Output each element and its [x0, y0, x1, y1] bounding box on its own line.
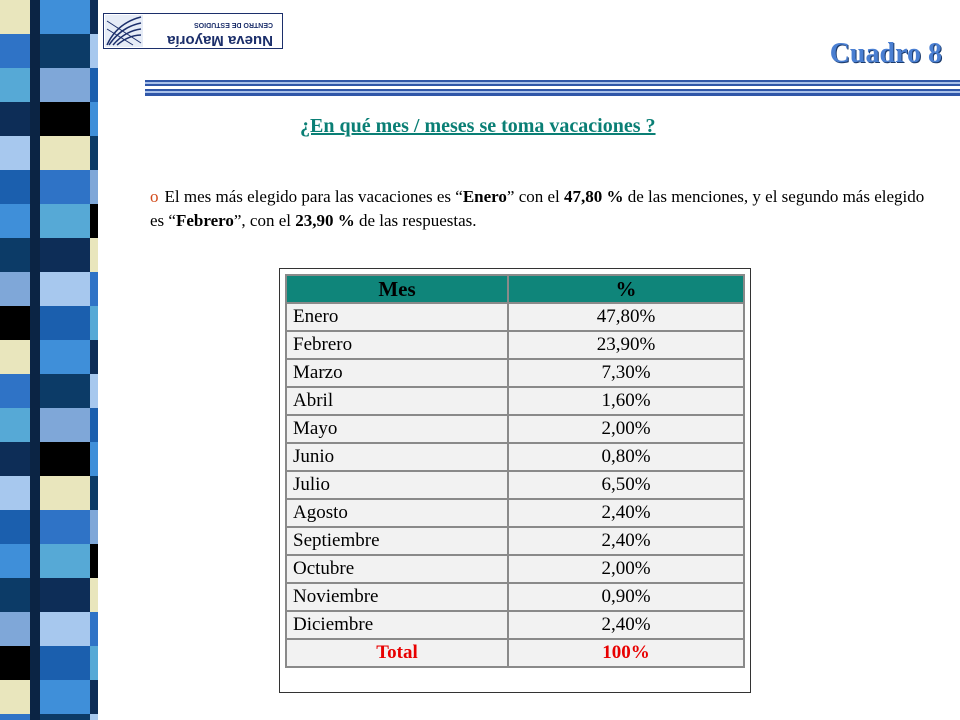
cell-mes: Marzo: [286, 359, 508, 387]
question-heading: ¿En qué mes / meses se toma vacaciones ?: [300, 115, 656, 137]
para-text-3: de las menciones, y el segundo más elegido es “: [150, 187, 925, 230]
table-row: [286, 303, 744, 331]
cell-total-label: Total: [286, 639, 508, 667]
cell-mes: Febrero: [286, 331, 508, 359]
table-row: [286, 583, 744, 611]
cell-percent: 23,90%: [508, 331, 744, 359]
logo-subtext: CENTRO DE ESTUDIOS: [194, 21, 273, 28]
cell-mes: Abril: [286, 387, 508, 415]
cell-percent: 6,50%: [508, 471, 744, 499]
table-frame: [279, 268, 751, 693]
table-row: [286, 387, 744, 415]
nueva-mayoria-logo: [103, 13, 283, 49]
para-text-1: El mes más elegido para las vacaciones es “: [164, 187, 463, 206]
cell-mes: Enero: [286, 303, 508, 331]
para-text-5: de las respuestas.: [354, 211, 477, 230]
bullet-marker: o: [150, 187, 159, 206]
para-text-2: ” con el: [506, 187, 565, 206]
logo-text: Nueva Mayoría: [167, 32, 273, 49]
table-row: [286, 555, 744, 583]
table-total-row: [286, 639, 744, 667]
table-row: [286, 471, 744, 499]
decorative-stripe-bar: [0, 0, 110, 720]
table-header-row: [286, 275, 744, 303]
para-bold-pct-2: 23,90 %: [295, 211, 355, 230]
cell-mes: Diciembre: [286, 611, 508, 639]
cell-percent: 47,80%: [508, 303, 744, 331]
column-header-mes: Mes: [286, 275, 508, 303]
para-bold-month-1: Enero: [462, 187, 507, 206]
column-header-percent: %: [508, 275, 744, 303]
para-bold-month-2: Febrero: [175, 211, 234, 230]
cell-percent: 2,40%: [508, 527, 744, 555]
slide-number-title: Cuadro 8: [829, 38, 942, 69]
cell-mes: Octubre: [286, 555, 508, 583]
para-text-4: ”, con el: [233, 211, 296, 230]
para-bold-pct-1: 47,80 %: [564, 187, 624, 206]
cell-mes: Septiembre: [286, 527, 508, 555]
table-row: [286, 527, 744, 555]
table-row: [286, 359, 744, 387]
cell-percent: 0,90%: [508, 583, 744, 611]
table-row: [286, 415, 744, 443]
cell-percent: 2,40%: [508, 611, 744, 639]
cell-mes: Mayo: [286, 415, 508, 443]
cell-mes: Julio: [286, 471, 508, 499]
table-row: [286, 443, 744, 471]
table-row: [286, 611, 744, 639]
vacation-month-table: [285, 274, 745, 668]
cell-percent: 2,00%: [508, 555, 744, 583]
cell-mes: Agosto: [286, 499, 508, 527]
cell-percent: 2,00%: [508, 415, 744, 443]
table-row: [286, 499, 744, 527]
cell-mes: Junio: [286, 443, 508, 471]
table-row: [286, 331, 744, 359]
cell-percent: 0,80%: [508, 443, 744, 471]
cell-percent: 1,60%: [508, 387, 744, 415]
cell-total-percent: 100%: [508, 639, 744, 667]
cell-percent: 7,30%: [508, 359, 744, 387]
summary-paragraph: [150, 185, 930, 233]
cell-percent: 2,40%: [508, 499, 744, 527]
cell-mes: Noviembre: [286, 583, 508, 611]
header-rule: [145, 80, 960, 96]
